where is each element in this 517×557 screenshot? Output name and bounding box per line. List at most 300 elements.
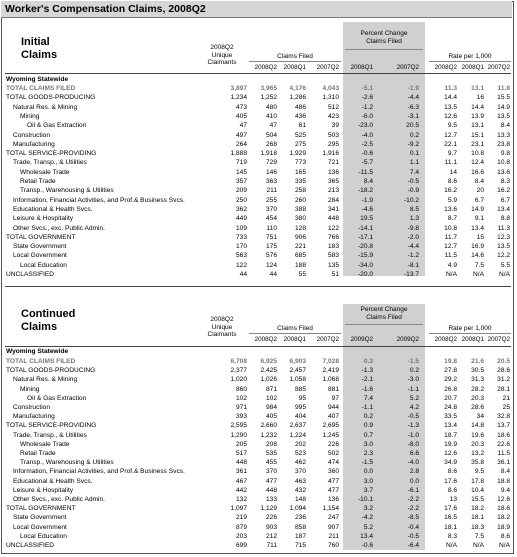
table-row xyxy=(1,270,512,279)
table-cell: 23.8 xyxy=(497,140,510,148)
table-cell: 3.7 xyxy=(363,486,373,494)
table-cell: 361 xyxy=(235,468,247,476)
table-cell: 18.2 xyxy=(497,514,510,522)
table-cell: 36.1 xyxy=(497,459,510,467)
row-label: Leisure & Hospitality xyxy=(13,486,74,494)
table-cell: 39 xyxy=(331,122,339,130)
period-column-header: 2008Q1 xyxy=(283,64,306,71)
row-label: Mining xyxy=(20,385,40,393)
table-cell: 1,232 xyxy=(260,431,277,439)
period-column-header: 2007Q2 xyxy=(316,64,339,71)
table-cell: 1,068 xyxy=(322,376,339,384)
table-cell: -0.5 xyxy=(407,178,419,185)
table-cell: 203 xyxy=(235,532,247,540)
table-cell: 0.7 xyxy=(363,431,373,439)
table-cell: 711 xyxy=(266,542,277,549)
table-cell: 7.5 xyxy=(474,532,484,540)
table-cell: 205 xyxy=(235,440,247,448)
table-cell: 102 xyxy=(235,394,247,402)
period-column-header: 2009Q2 xyxy=(350,336,373,343)
table-cell: -2.2 xyxy=(407,496,419,503)
table-cell: 906 xyxy=(294,233,306,241)
section-title: Continued Claims xyxy=(21,308,76,333)
table-row xyxy=(1,158,512,167)
row-label: Oil & Gas Extraction xyxy=(27,394,87,402)
table-cell: 34.9 xyxy=(444,459,457,467)
row-label: TOTAL CLAIMS FILED xyxy=(6,85,76,92)
table-cell: 729 xyxy=(265,159,277,167)
table-cell: 363 xyxy=(265,178,277,185)
table-cell: 512 xyxy=(327,103,339,111)
table-cell: 19.6 xyxy=(471,431,484,439)
table-cell: 188 xyxy=(294,261,306,269)
period-column-header: 2008Q1 xyxy=(350,64,373,71)
table-cell: 5.5 xyxy=(500,261,510,269)
table-cell: -1.3 xyxy=(407,422,419,430)
period-column-header: 2008Q1 xyxy=(283,336,306,343)
table-cell: 504 xyxy=(265,131,277,139)
table-cell: 19.8 xyxy=(444,358,457,365)
row-label: TOTAL GOVERNMENT xyxy=(6,505,76,513)
table-cell: -1.5 xyxy=(361,459,373,467)
table-cell: 3,897 xyxy=(230,85,247,92)
table-row xyxy=(1,233,512,242)
table-cell: 860 xyxy=(235,385,247,393)
row-label: TOTAL SERVICE-PROVIDING xyxy=(6,422,97,430)
table-cell: 410 xyxy=(265,112,277,120)
table-cell: 502 xyxy=(327,450,339,457)
row-label: Educational & Health Svcs. xyxy=(13,477,93,485)
table-cell: 13.3 xyxy=(497,131,510,139)
period-column-header: 2009Q2 xyxy=(396,336,419,343)
table-cell: 15.5 xyxy=(471,496,484,503)
period-column-header: 2008Q1 xyxy=(461,64,484,71)
table-row xyxy=(1,495,512,504)
table-cell: 13.6 xyxy=(444,205,457,213)
table-row xyxy=(1,458,512,467)
table-cell: 5.2 xyxy=(409,394,419,402)
table-cell: 6,903 xyxy=(289,358,306,365)
table-row xyxy=(1,357,512,366)
table-cell: 436 xyxy=(294,112,306,120)
section-title: Initial Claims xyxy=(21,36,58,61)
table-cell: 20 xyxy=(476,187,484,195)
table-cell: 463 xyxy=(294,477,306,485)
table-cell: 221 xyxy=(294,243,306,251)
table-cell: 12.7 xyxy=(444,243,457,251)
table-cell: 1.1 xyxy=(409,159,419,167)
table-cell: 16.5 xyxy=(444,514,457,522)
row-label: Trade, Transp., & Utilities xyxy=(13,159,87,167)
table-cell: 211 xyxy=(328,532,339,540)
table-cell: -10.2 xyxy=(403,196,419,204)
row-label: Manufacturing xyxy=(13,413,55,421)
table-cell: 208 xyxy=(265,440,277,448)
table-cell: 6,925 xyxy=(260,358,277,365)
table-cell: 4,043 xyxy=(322,85,339,92)
table-cell: 370 xyxy=(294,468,306,476)
table-row xyxy=(1,523,512,532)
table-cell: 448 xyxy=(265,486,277,494)
table-cell: -0.9 xyxy=(407,187,419,195)
table-cell: -20.8 xyxy=(357,243,373,251)
row-label: TOTAL SERVICE-PROVIDING xyxy=(6,150,97,158)
table-cell: N/A xyxy=(446,542,457,549)
table-cell: -9.8 xyxy=(407,224,419,232)
row-label: Local Government xyxy=(13,252,67,260)
period-column-header: 2008Q2 xyxy=(434,64,457,71)
table-cell: 8.5 xyxy=(409,205,419,213)
table-cell: 10.8 xyxy=(471,150,484,158)
table-cell: 0.0 xyxy=(363,468,373,476)
table-cell: 268 xyxy=(265,140,277,148)
table-cell: 1,252 xyxy=(260,94,277,102)
table-row xyxy=(1,121,512,130)
row-label: Transp., Warehousing & Utilities xyxy=(20,459,114,467)
table-cell: 12.6 xyxy=(444,450,457,457)
row-label: TOTAL CLAIMS FILED xyxy=(6,358,76,365)
table-cell: -3.0 xyxy=(407,376,419,384)
row-label: State Government xyxy=(13,243,67,251)
row-label: Local Education xyxy=(20,261,67,269)
row-label: TOTAL GOODS-PRODUCING xyxy=(6,367,96,375)
table-cell: 6,708 xyxy=(230,358,247,365)
table-cell: -34.0 xyxy=(357,261,373,269)
table-cell: 14.9 xyxy=(471,205,484,213)
table-cell: 16 xyxy=(476,94,484,102)
table-cell: 8.4 xyxy=(500,468,510,476)
table-cell: 135 xyxy=(327,261,339,269)
row-label: Local Education xyxy=(20,532,67,540)
table-cell: 16.6 xyxy=(471,168,484,176)
table-cell: 8.6 xyxy=(447,178,457,185)
table-cell: 0.0 xyxy=(409,477,419,485)
table-cell: 13.7 xyxy=(497,422,510,430)
table-cell: 719 xyxy=(235,159,247,167)
table-cell: 122 xyxy=(235,261,247,269)
table-cell: 467 xyxy=(235,477,247,485)
table-cell: 16.2 xyxy=(497,187,510,195)
table-cell: 474 xyxy=(327,459,339,467)
table-cell: 535 xyxy=(265,450,277,457)
table-cell: 8.8 xyxy=(500,215,510,223)
table-row xyxy=(1,421,512,430)
table-cell: 236 xyxy=(294,514,306,522)
table-cell: 18.6 xyxy=(497,505,510,513)
table-cell: 8.6 xyxy=(500,532,510,540)
table-cell: -13.7 xyxy=(403,271,419,278)
table-cell: 247 xyxy=(327,514,339,522)
table-cell: -9.2 xyxy=(407,140,419,148)
table-cell: 32.8 xyxy=(497,413,510,421)
table-cell: 563 xyxy=(235,252,247,260)
table-cell: 146 xyxy=(265,168,277,176)
table-cell: 95 xyxy=(298,394,306,402)
row-label: Oil & Gas Extraction xyxy=(27,122,87,130)
table-cell: 523 xyxy=(294,450,306,457)
table-cell: 26.8 xyxy=(444,385,457,393)
table-cell: 226 xyxy=(265,514,277,522)
table-row xyxy=(1,186,512,195)
row-label: TOTAL GOODS-PRODUCING xyxy=(6,94,96,102)
row-label: Manufacturing xyxy=(13,140,55,148)
table-cell: 13.1 xyxy=(471,85,484,92)
table-cell: 12.2 xyxy=(497,252,510,260)
table-row xyxy=(1,242,512,251)
table-row xyxy=(1,149,512,158)
table-cell: -4.6 xyxy=(361,205,373,213)
table-cell: 20.7 xyxy=(444,394,457,402)
table-cell: 109 xyxy=(235,224,247,232)
table-cell: -1.2 xyxy=(407,252,419,260)
table-cell: 14.9 xyxy=(497,103,510,111)
table-cell: 18.6 xyxy=(497,431,510,439)
table-cell: 12.7 xyxy=(444,131,457,139)
table-cell: 362 xyxy=(235,205,247,213)
table-cell: 365 xyxy=(327,178,339,185)
table-cell: 480 xyxy=(265,103,277,111)
table-cell: 11.7 xyxy=(444,233,457,241)
row-label: Retail Trade xyxy=(20,450,56,457)
table-cell: 18.9 xyxy=(497,523,510,531)
table-cell: 145 xyxy=(235,168,247,176)
table-row xyxy=(1,140,512,149)
table-cell: 380 xyxy=(294,215,306,223)
table-cell: 405 xyxy=(235,112,247,120)
table-cell: 13.6 xyxy=(497,168,510,176)
table-cell: -1.9 xyxy=(361,196,373,204)
table-row xyxy=(1,532,512,541)
table-cell: 61 xyxy=(298,122,306,130)
table-cell: 944 xyxy=(327,404,339,411)
table-cell: 28.2 xyxy=(471,385,484,393)
table-cell: 1,286 xyxy=(289,94,306,102)
row-label: UNCLASSIFIED xyxy=(6,542,54,549)
table-cell: 47 xyxy=(269,122,277,130)
table-cell: 517 xyxy=(235,450,247,457)
table-cell: 0.2 xyxy=(409,131,419,139)
table-cell: 13.9 xyxy=(471,112,484,120)
table-cell: 295 xyxy=(327,140,339,148)
table-cell: 0.1 xyxy=(409,150,419,158)
table-cell: 525 xyxy=(294,131,306,139)
table-cell: 264 xyxy=(235,140,247,148)
table-cell: 360 xyxy=(327,468,339,476)
table-cell: 903 xyxy=(265,523,277,531)
table-cell: 11.8 xyxy=(497,85,510,92)
table-cell: 449 xyxy=(235,215,247,223)
table-cell: 2.3 xyxy=(363,450,373,457)
table-cell: 136 xyxy=(327,168,339,176)
table-cell: 17.6 xyxy=(444,505,457,513)
table-row xyxy=(1,403,512,412)
table-cell: 3.0 xyxy=(363,477,373,485)
table-cell: 275 xyxy=(294,140,306,148)
period-column-header: 2008Q1 xyxy=(461,336,484,343)
percent-change-header: Percent Change Claims Filed xyxy=(360,306,408,321)
table-cell: 4.2 xyxy=(409,404,419,411)
table-cell: 1,026 xyxy=(260,376,277,384)
table-row xyxy=(1,103,512,112)
table-cell: 25 xyxy=(502,404,510,411)
initial-claims-section xyxy=(1,18,512,280)
table-cell: 1,918 xyxy=(260,150,277,158)
table-cell: 3.2 xyxy=(363,505,373,513)
table-cell: 423 xyxy=(327,112,339,120)
table-cell: 576 xyxy=(265,252,277,260)
table-cell: 2.8 xyxy=(409,468,419,476)
table-row xyxy=(1,504,512,513)
table-cell: 136 xyxy=(327,496,339,503)
table-cell: 388 xyxy=(294,205,306,213)
table-cell: 15.1 xyxy=(471,131,484,139)
table-cell: 473 xyxy=(235,103,247,111)
table-cell: 133 xyxy=(265,496,277,503)
table-cell: 1,310 xyxy=(322,94,339,102)
table-cell: 404 xyxy=(294,413,306,421)
table-cell: 5.2 xyxy=(363,523,373,531)
table-cell: 33.5 xyxy=(444,413,457,421)
table-cell: 175 xyxy=(265,243,277,251)
table-row xyxy=(1,224,512,233)
row-label: Natural Res. & Mining xyxy=(13,376,78,384)
table-cell: 2,419 xyxy=(322,367,339,375)
table-cell: 47 xyxy=(239,122,247,130)
table-cell: 14.6 xyxy=(471,252,484,260)
table-cell: 14.4 xyxy=(471,103,484,111)
table-cell: 0.2 xyxy=(409,367,419,375)
table-cell: 211 xyxy=(266,187,277,195)
table-cell: 0.2 xyxy=(363,413,373,421)
table-cell: 212 xyxy=(265,532,277,540)
table-cell: -18.2 xyxy=(357,187,373,195)
table-cell: -1.1 xyxy=(361,404,373,411)
table-cell: 7.4 xyxy=(363,394,373,402)
table-cell: 984 xyxy=(265,404,277,411)
table-cell: 128 xyxy=(294,224,306,232)
row-label: Other Svcs., exc. Public Admin. xyxy=(13,224,105,232)
table-cell: 335 xyxy=(294,178,306,185)
table-row xyxy=(1,131,512,140)
table-row xyxy=(1,385,512,394)
table-cell: 881 xyxy=(327,385,339,393)
unique-claimants-header: 2008Q2 Unique Claimants xyxy=(207,316,237,338)
table-cell: -4.0 xyxy=(407,459,419,467)
claims-filed-header: Claims Filed xyxy=(277,53,313,60)
table-row xyxy=(1,375,512,384)
table-cell: 685 xyxy=(294,252,306,260)
table-cell: 7.5 xyxy=(474,261,484,269)
table-cell: 8.6 xyxy=(447,468,457,476)
table-cell: 13.5 xyxy=(497,112,510,120)
table-row xyxy=(1,168,512,177)
table-cell: -2.5 xyxy=(361,140,373,148)
table-cell: 132 xyxy=(235,496,247,503)
table-cell: -4.4 xyxy=(407,243,419,251)
table-cell: 183 xyxy=(327,243,339,251)
table-cell: 13.1 xyxy=(471,122,484,130)
table-cell: 879 xyxy=(235,523,247,531)
table-cell: -2.1 xyxy=(361,376,373,384)
row-label: Educational & Health Svcs. xyxy=(13,205,93,213)
period-column-header: 2007Q2 xyxy=(396,64,419,71)
table-cell: -0.6 xyxy=(361,150,373,158)
row-label: Leisure & Hospitality xyxy=(13,215,74,223)
table-cell: 2,695 xyxy=(322,422,339,430)
table-row xyxy=(1,261,512,270)
table-cell: 454 xyxy=(265,215,277,223)
table-cell: -11.5 xyxy=(358,168,373,176)
table-cell: 405 xyxy=(265,413,277,421)
table-cell: 51 xyxy=(331,271,339,278)
table-row xyxy=(1,251,512,260)
table-cell: 20.3 xyxy=(471,440,484,448)
row-label: Information, Financial Activities, and Prof.& Business Svcs. xyxy=(13,468,185,476)
table-cell: 31.2 xyxy=(497,376,510,384)
table-cell: 1,290 xyxy=(230,431,247,439)
table-cell: 6.7 xyxy=(500,196,510,204)
table-cell: 255 xyxy=(265,196,277,204)
table-cell: 13 xyxy=(449,496,457,503)
table-cell: -1.1 xyxy=(407,385,419,393)
table-row xyxy=(1,513,512,522)
table-cell: 13.2 xyxy=(471,450,484,457)
table-cell: -15.9 xyxy=(357,252,373,260)
table-row xyxy=(1,467,512,476)
row-label: Other Svcs., exc. Public Admin. xyxy=(13,496,105,503)
table-cell: 15 xyxy=(476,233,484,241)
table-cell: 14.8 xyxy=(471,422,484,430)
table-cell: 15.5 xyxy=(497,94,510,102)
table-cell: 2,660 xyxy=(260,422,277,430)
table-cell: 907 xyxy=(327,523,339,531)
table-cell: 715 xyxy=(294,542,306,549)
table-cell: 503 xyxy=(327,131,339,139)
table-row xyxy=(1,196,512,205)
table-cell: 209 xyxy=(235,187,247,195)
table-row xyxy=(1,440,512,449)
percent-change-header: Percent Change Claims Filed xyxy=(360,30,408,45)
table-cell: 122 xyxy=(327,224,339,232)
table-cell: 2,377 xyxy=(230,367,247,375)
table-cell: 583 xyxy=(327,252,339,260)
table-cell: 497 xyxy=(235,131,247,139)
table-cell: 2,425 xyxy=(260,367,277,375)
row-label: UNCLASSIFIED xyxy=(6,271,54,278)
table-cell: 34 xyxy=(476,413,484,421)
table-cell: 10.8 xyxy=(444,224,457,232)
table-cell: 28.6 xyxy=(497,367,510,375)
unique-claimants-header: 2008Q2 Unique Claimants xyxy=(207,44,237,66)
table-cell: 0.3 xyxy=(363,358,373,365)
table-cell: 4,176 xyxy=(289,85,306,92)
period-column-header: 2008Q2 xyxy=(434,336,457,343)
rate-header: Rate per 1,000 xyxy=(448,325,492,332)
table-cell: 9.1 xyxy=(474,215,484,223)
row-label: Local Government xyxy=(13,523,67,531)
table-cell: -20.0 xyxy=(357,271,373,278)
table-cell: 187 xyxy=(294,532,306,540)
table-cell: 18.7 xyxy=(444,431,457,439)
table-cell: 19.5 xyxy=(360,215,373,223)
table-cell: -0.4 xyxy=(407,523,419,531)
table-cell: 11.1 xyxy=(444,159,457,167)
table-row xyxy=(1,394,512,403)
table-cell: 97 xyxy=(331,394,339,402)
table-cell: -4.2 xyxy=(361,514,373,522)
region-label: Wyoming Statewide xyxy=(6,76,69,83)
table-cell: 250 xyxy=(235,196,247,204)
